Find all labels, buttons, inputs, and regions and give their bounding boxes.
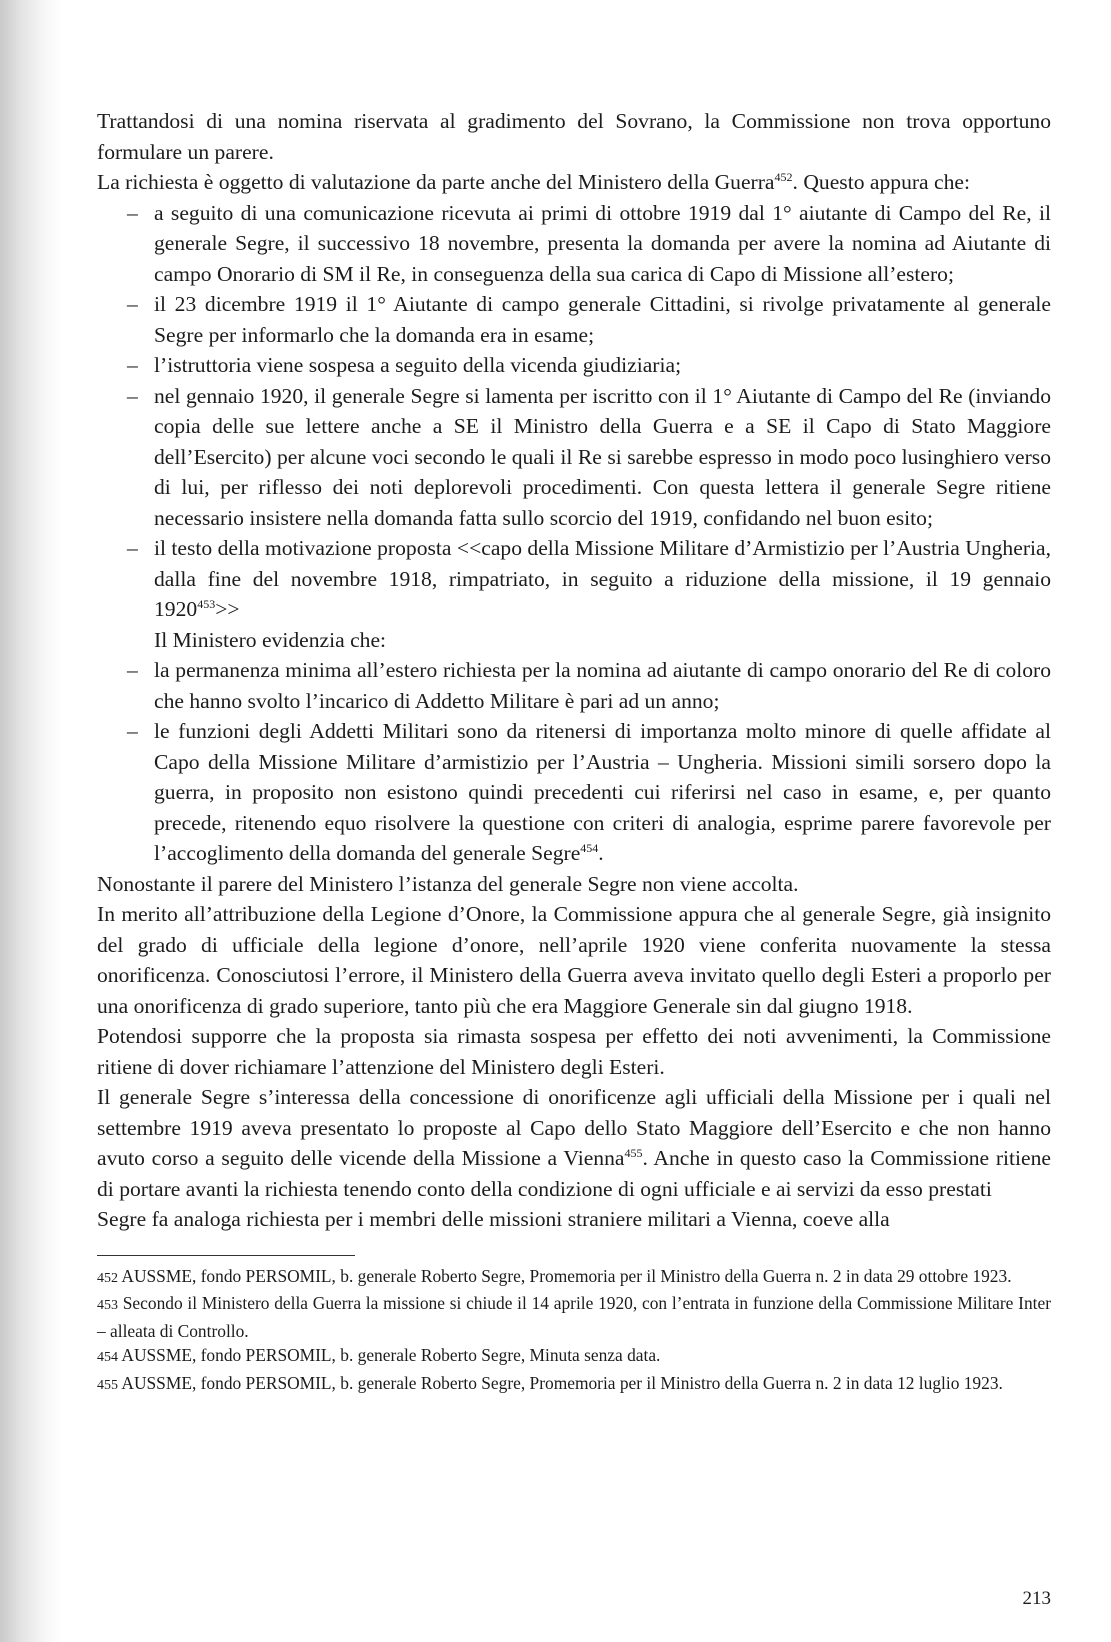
dash-bullet: – — [127, 719, 138, 743]
dash-bullet: – — [127, 536, 138, 560]
list-item — [97, 381, 1051, 534]
footnotes — [97, 1264, 1051, 1399]
paragraph-text: La richiesta è oggetto di valutazione da parte anche del Ministero della Guerra — [97, 170, 775, 194]
list-item — [97, 533, 1051, 625]
ministero-evidenzia: Il Ministero evidenzia che: — [154, 627, 387, 652]
list-item — [97, 655, 1051, 716]
dash-bullet: – — [127, 200, 138, 225]
list-item-text: nel gennaio 1920, il generale Segre si lamenta per iscritto con il 1° Aiutante di Campo del Re (inviando copia delle sue lettere anche a SE il Ministro della Guerra e a SE il Capo di Stato Maggiore dell’Esercito) per alcune voci secondo le quali il Re si sarebbe espresso in modo poco lusinghiero verso di lui, per riflesso dei noti deplorevoli procedimenti. Con questa lettera il generale Segre ritiene necessario insistere nella domanda fatta sullo scorcio del 1919, confidando nel buon esito; — [154, 383, 1051, 530]
footnote-number: 455 — [97, 1377, 118, 1393]
list-item-text: il 23 dicembre 1919 il 1° Aiutante di campo generale Cittadini, si rivolge privatamente al generale Segre per informarlo che la domanda era in esame; — [154, 292, 1051, 347]
list-item-text: . — [598, 841, 604, 865]
list-item — [97, 289, 1051, 350]
dash-bullet: – — [127, 292, 138, 316]
paragraph-proposta-sospesa: Potendosi supporre che la proposta sia rimasta sospesa per effetto dei noti avvenimenti, la Commissione ritiene di dover richiamare l’attenzione del Ministero degli Esteri. — [97, 1024, 1051, 1079]
footnote-number: 453 — [97, 1298, 118, 1314]
footnote-455 — [97, 1371, 1051, 1399]
list-item-text: a seguito di una comunicazione ricevuta ai primi di ottobre 1919 dal 1° aiutante di Campo del Re, il generale Segre, il successivo 18 novembre, presenta la domanda per avere la nomina ad Aiutante di campo Onorario di SM il Re, in conseguenza della sua carica di Capo di Missione all’estero; — [154, 200, 1051, 286]
footnote-ref-455[interactable]: 455 — [624, 1146, 643, 1160]
footnote-454 — [97, 1343, 1051, 1371]
ministero-evidence-list — [97, 655, 1051, 869]
footnote-text: Secondo il Ministero della Guerra la missione si chiude il 14 aprile 1920, con l’entrata in funzione della Commissione Militare Inter – alleata di Controllo. — [97, 1293, 1051, 1341]
footnote-separator — [97, 1255, 355, 1256]
paragraph-legione-onore: In merito all’attribuzione della Legione d’Onore, la Commissione appura che al generale Segre, già insignito del grado di ufficiale della legione d’onore, nell’aprile 1920 viene conferita nuovamente la stessa onorificenza. Conosciutosi l’errore, il Ministero della Guerra aveva invitato quello degli Esteri a proporlo per una onorificenza di grado superiore, tanto più che era Maggiore Generale sin dal giugno 1918. — [97, 902, 1051, 1018]
dash-bullet: – — [127, 658, 138, 682]
dash-bullet: – — [127, 383, 138, 408]
page-number: 213 — [1022, 1588, 1051, 1609]
list-item — [97, 350, 1051, 381]
paragraph-richiesta — [97, 167, 1051, 198]
list-item — [97, 198, 1051, 290]
page-content — [97, 106, 1051, 1398]
paragraph-text: . Questo appura che: — [792, 170, 970, 194]
footnote-452 — [97, 1264, 1051, 1292]
list-item-text: l’istruttoria viene sospesa a seguito della vicenda giudiziaria; — [154, 353, 682, 377]
list-item — [97, 716, 1051, 869]
paragraph-text: . Anche in questo caso la Commissione ritiene di portare avanti la richiesta tenendo conto della condizione di ogni ufficiale e ai servizi da esso prestati — [97, 1146, 1051, 1201]
footnote-ref-454[interactable]: 454 — [580, 841, 599, 855]
footnote-text: AUSSME, fondo PERSOMIL, b. generale Roberto Segre, Promemoria per il Ministro della Guerra n. 2 in data 12 luglio 1923. — [121, 1372, 1003, 1393]
list-item-text: le funzioni degli Addetti Militari sono da ritenersi di importanza molto minore di quelle affidate al Capo della Missione Militare d’armistizio per l’Austria – Ungheria. Missioni simili sorsero dopo la guerra, in proposito non esistono quindi precedenti cui riferirsi nel caso in esame, e, per quanto precede, ritenendo equo risolvere la questione con criteri di analogia, esprime parere favorevole per l’accoglimento della domanda del generale Segre — [154, 719, 1051, 865]
footnote-453 — [97, 1291, 1051, 1343]
footnote-ref-453[interactable]: 453 — [197, 597, 216, 611]
dash-bullet: – — [127, 353, 138, 377]
list-item-text: la permanenza minima all’estero richiesta per la nomina ad aiutante di campo onorario del Re di coloro che hanno svolto l’incarico di Addetto Militare è pari ad un anno; — [154, 658, 1051, 713]
body-text — [97, 106, 1051, 1235]
list-item-text: il testo della motivazione proposta <<capo della Missione Militare d’Armistizio per l’Austria Ungheria, dalla fine del novembre 1918, rimpatriato, in seguito a riduzione della missione, il 19 gennaio 1920 — [154, 536, 1051, 621]
footnote-number: 452 — [97, 1270, 118, 1286]
ministero-findings-list — [97, 198, 1051, 625]
paragraph-onorificenze — [97, 1082, 1051, 1204]
footnote-number: 454 — [97, 1350, 118, 1366]
paragraph-missioni-straniere: Segre fa analoga richiesta per i membri delle missioni straniere militari a Vienna, coeve alla — [97, 1207, 890, 1231]
footnote-text: AUSSME, fondo PERSOMIL, b. generale Roberto Segre, Minuta senza data. — [121, 1345, 661, 1366]
paragraph-text: Il generale Segre s’interessa della concessione di onorificenze agli ufficiali della Missione per i quali nel settembre 1919 aveva presentato lo proposte al Capo dello Stato Maggiore dell’Esercito e che non hanno avuto corso a seguito delle vicende della Missione a Vienna — [97, 1085, 1051, 1170]
scan-gutter-shadow — [0, 0, 62, 1642]
footnote-text: AUSSME, fondo PERSOMIL, b. generale Roberto Segre, Promemoria per il Ministro della Guerra n. 2 in data 29 ottobre 1923. — [121, 1265, 1012, 1286]
list-item-text: >> — [215, 597, 240, 621]
footnote-ref-452[interactable]: 452 — [774, 170, 793, 184]
paragraph-non-accolta: Nonostante il parere del Ministero l’istanza del generale Segre non viene accolta. — [97, 871, 799, 896]
paragraph-intro: Trattandosi di una nomina riservata al gradimento del Sovrano, la Commissione non trova opportuno formulare un parere. — [97, 109, 1051, 164]
